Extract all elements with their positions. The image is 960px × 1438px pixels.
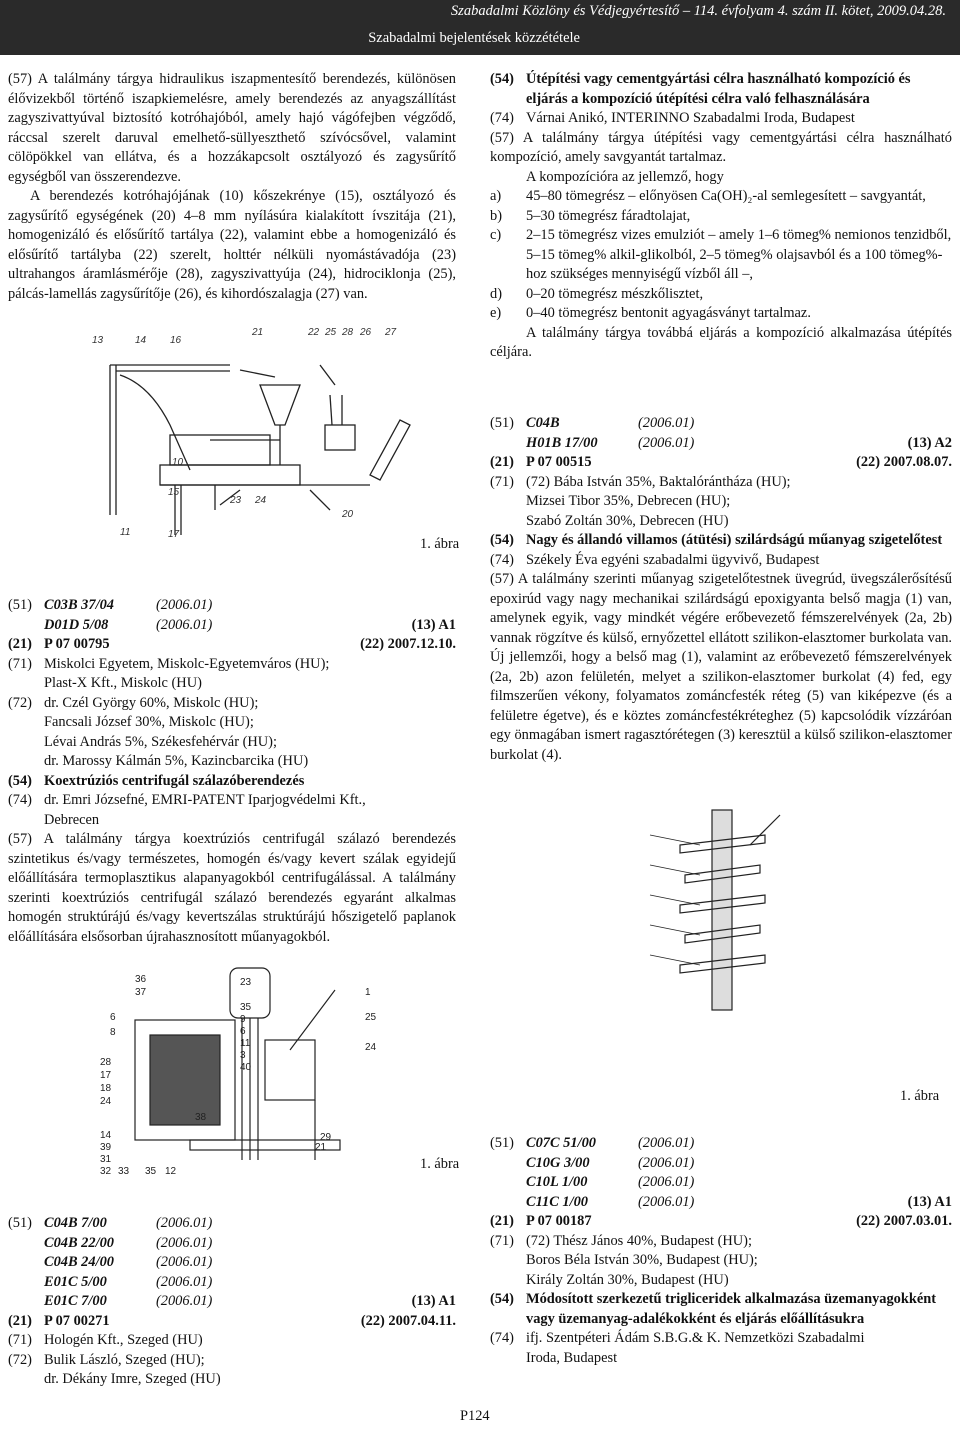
fig-label: 35: [145, 1166, 157, 1177]
filing-date: (22) 2007.08.07.: [856, 454, 952, 470]
kind-code: (13) A1: [411, 616, 456, 633]
ipc-code: C10L 1/00: [526, 1174, 588, 1190]
ipc-code: E01C 7/00: [44, 1293, 107, 1309]
fig-label: 8: [110, 1027, 116, 1038]
list-key: c): [490, 227, 502, 243]
fig-label: 21: [315, 1142, 327, 1153]
page-header: [0, 0, 960, 55]
fig-label: 1: [365, 987, 371, 998]
applicant: Miskolci Egyetem, Miskolc-Egyetemváros (HU);: [44, 655, 330, 672]
ipc-code: D01D 5/08: [44, 616, 109, 633]
ipc-code: C04B 22/00: [44, 1234, 114, 1251]
patent-title: Módosított szerkezetű trigliceridek alkalmazása üzemanyagokként vagy üzemanyag-adalékokként és eljárás előállításukra: [526, 1291, 937, 1327]
inventor: dr. Dékány Imre, Szeged (HU): [44, 1371, 221, 1387]
fig-label: 12: [165, 1166, 177, 1177]
fig-label: 24: [100, 1096, 112, 1107]
fig-label: 15: [168, 487, 180, 498]
attorney: Várnai Anikó, INTERINNO Szabadalmi Iroda, Budapest: [526, 110, 855, 126]
applicant: Plast-X Kft., Miskolc (HU): [44, 675, 202, 691]
fig-label: 25: [325, 327, 337, 338]
ipc-code: C11C 1/00: [526, 1193, 588, 1210]
application-number: P 07 00795: [44, 636, 110, 652]
fig-label: 18: [100, 1083, 112, 1094]
inventor: (72) Bába István 35%, Baktalórántháza (HU);: [526, 473, 791, 490]
centrifugal-figure: [90, 960, 420, 1180]
attorney: Debrecen: [44, 811, 100, 828]
abstract-paragraph: (57) A találmány szerinti műanyag szigetelőtestnek üvegrúd, üvegszálerősítésű epoxirúd vagy nagy mechanikai szilárdságú epoxigyanta belső magja (1) van, amelynek egyik, vagy mindkét végére erőbevezető fémszerelvények (2a, 2b) vannak rögzítve és külső, ernyőzettel ellátott szilikon-elasztomer burkolata van. Új jellemzői, hogy a belső mag (1), valamint az erőbevezető fémszerelvények (2a, 2b) azon felületén, melyet a szilikon-elasztomer burkolat (4) fed, egy filmszerűen vékony, folyamatos zománcfesték réteg (5) van kiképezve (és a felületre égetve), és e köztes zománcfestékréteghez (5) kapcsolódik vízzáróan egy önmagában ismert ragasztórétegen (3) keresztül a külső szilikon-elasztomer burkolat (4).: [490, 571, 952, 763]
fig-label: 28: [342, 327, 354, 338]
inventor: Szabó Zoltán 30%, Debrecen (HU): [526, 512, 729, 529]
fig-label: 39: [100, 1142, 112, 1153]
claim-intro: A kompozícióra az jellemző, hogy: [526, 168, 724, 185]
patent-entry-triglycerides: (51) C07C 51/00 (2006.01) C10G 3/00 (2006.01) C10L 1/00 (2006.01) C11C 1/00 (2006.01) (13) A1 (21) P 07 00187 (22) 2007.03.01. (71) (72) Thész János 40%, Budapest (HU); Boros Béla István 30%, Budapest (HU); Király Zoltán 30%, Budapest (HU) (54) Módosított szerkezetű trigliceridek alkalmazása üzemanyagokként vagy üzemanyag-adalékokként és eljárás előállításukra (74) ifj. Szentpéteri Ádám S.B.G.& K. Nemzetközi Szabadalmi Iroda, Budapest: [490, 1134, 952, 1368]
fig-label: 24: [365, 1042, 377, 1053]
ipc-date: (2006.01): [156, 616, 213, 633]
list-item: 0–20 tömegrész mészkőlisztet,: [526, 285, 704, 302]
application-number: P 07 00187: [526, 1213, 592, 1229]
fig-label: 6: [110, 1012, 116, 1023]
ipc-date: (2006.01): [638, 1193, 695, 1210]
attorney: dr. Emri Józsefné, EMRI-PATENT Iparjogvédelmi Kft.,: [44, 792, 366, 808]
insulator-figure: [640, 805, 800, 1025]
ipc-date: (2006.01): [156, 1293, 213, 1309]
fig-label: 11: [240, 1038, 251, 1049]
ipc-code: C04B 7/00: [44, 1215, 107, 1231]
fig-label: 35: [240, 1002, 252, 1013]
figure-caption: 1. ábra: [420, 536, 460, 552]
list-key: d): [490, 285, 502, 302]
inventor: dr. Czél György 60%, Miskolc (HU);: [44, 694, 259, 711]
filing-date: (22) 2007.03.01.: [856, 1213, 952, 1229]
fig-label: 16: [170, 335, 182, 346]
list-item: 45–80 tömegrész – előnyösen Ca(OH)₂-al semlegesített – savgyantát,: [526, 188, 926, 204]
section-title: Szabadalmi bejelentések közzététele: [368, 30, 580, 46]
list-item: 5–30 tömegrész fáradtolajat,: [526, 207, 691, 224]
fig-label: 32: [100, 1166, 112, 1177]
fig-label: 26: [360, 327, 372, 338]
filing-date: (22) 2007.12.10.: [360, 636, 456, 652]
attorney: Székely Éva egyéni szabadalmi ügyvivő, Budapest: [526, 551, 820, 568]
fig-label: 29: [320, 1132, 332, 1143]
ipc-date: (2006.01): [156, 597, 213, 613]
fig-label: 23: [240, 977, 252, 988]
ipc-date: (2006.01): [638, 1154, 695, 1171]
patent-title: Koextrúziós centrifugál szálazóberendezés: [44, 772, 305, 789]
inventor: (72) Thész János 40%, Budapest (HU);: [526, 1232, 752, 1249]
fig-label: 24: [255, 495, 267, 506]
left-top-block: [8, 70, 456, 304]
fig-label: 14: [100, 1130, 112, 1141]
ipc-date: (2006.01): [638, 434, 695, 451]
fig-label: 3: [240, 1050, 246, 1061]
ipc-date: (2006.01): [156, 1215, 213, 1231]
figure-caption: 1. ábra: [900, 1088, 940, 1104]
patent-title: Útépítési vagy cementgyártási célra használható kompozíció és eljárás a kompozíció útépítési célra való felhasználására: [526, 71, 911, 107]
ipc-code: C03B 37/04: [44, 597, 114, 613]
inventor: Lévai András 5%, Székesfehérvár (HU);: [44, 733, 277, 750]
fig-label: 27: [385, 327, 397, 338]
fig-label: 9: [240, 1014, 246, 1025]
ipc-code: H01B 17/00: [526, 434, 598, 451]
attorney: ifj. Szentpéteri Ádám S.B.G.& K. Nemzetközi Szabadalmi: [526, 1330, 865, 1346]
kind-code: (13) A1: [907, 1193, 952, 1210]
abstract-paragraph: (57) A találmány tárgya koextrúziós centrifugál szálazó berendezés szintetikus és/vagy természetes, homogén és/vagy kevert szálak egyidejű előállítására termoplasztikus alapanyagokból centrifugálással. A találmány szerinti koextrúziós centrifugál szálazó berendezés egyaránt alkalmas homogén struktúrájú és/vagy kevertszálas struktúrájú hőszigetelő paplanok előállítására elsősorban újrahasznosított műanyagokból.: [8, 831, 456, 945]
list-item: 2–15 tömegrész vizes emulziót – amely 1–6 tömeg% nemionos tenzidből, 5–15 tömeg% alkil-glikolból, 2–5 tömeg% olajsavból és a 100 tömeg%-hoz szükséges mennyiségű vízből áll –,: [526, 227, 952, 282]
fig-label: 20: [342, 509, 354, 520]
figure-caption: 1. ábra: [420, 1156, 460, 1172]
inventor: Király Zoltán 30%, Budapest (HU): [526, 1271, 729, 1288]
list-key: a): [490, 188, 502, 204]
fig-label: 11: [120, 527, 131, 538]
patent-title: Nagy és állandó villamos (átütési) szilárdságú műanyag szigetelőtest: [526, 532, 943, 548]
ipc-date: (2006.01): [638, 1174, 695, 1190]
fig-label: 37: [135, 987, 147, 998]
ipc-code: C04B 24/00: [44, 1254, 114, 1270]
fig-label: 14: [135, 335, 147, 346]
application-number: P 07 00271: [44, 1312, 110, 1329]
fig-label: 36: [135, 974, 147, 985]
patent-entry-koextrusion: (51) C03B 37/04 (2006.01) D01D 5/08 (2006.01) (13) A1 (21) P 07 00795 (22) 2007.12.10. (71) Miskolci Egyetem, Miskolc-Egyetemváros (HU); Plast-X Kft., Miskolc (HU) (72) dr. Czél György 60%, Miskolc (HU); Fancsali József 30%, Miskolc (HU); Lévai András 5%, Székesfehérvár (HU); dr. Marossy Kálmán 5%, Kazincbarcika (HU) (54) Koextrúziós centrifugál szálazóberendezés (74) dr. Emri Józsefné, EMRI-PATENT Iparjogvédelmi Kft., Debrecen (57) A találmány tárgya koextrúziós centrifugál szálazó berendezés szintetikus és/vagy természetes, homogén és/vagy kevert szálak egyidejű előállítására termoplasztikus alapanyagokból centrifugálással. A találmány szerinti koextrúziós centrifugál szálazó berendezés egyaránt alkalmas homogén struktúrájú és/vagy kevertszálas struktúrájú hőszigetelő paplanok előállítására elsősorban újrahasznosított műanyagokból.: [8, 596, 456, 947]
ipc-code: C04B: [526, 415, 560, 431]
list-item: 0–40 tömegrész bentonit agyagásványt tartalmaz.: [526, 305, 811, 321]
fig-label: 38: [195, 1112, 207, 1123]
inventor: Boros Béla István 30%, Budapest (HU);: [526, 1252, 758, 1268]
fig-label: 10: [172, 457, 184, 468]
inventor: Bulik László, Szeged (HU);: [44, 1351, 205, 1368]
fig-label: 28: [100, 1057, 112, 1068]
applicant: Hologén Kft., Szeged (HU): [44, 1332, 203, 1348]
patent-entry-insulator: (51) C04B (2006.01) H01B 17/00 (2006.01) (13) A2 (21) P 07 00515 (22) 2007.08.07. (71) (72) Bába István 35%, Baktalórántháza (HU); Mizsei Tibor 35%, Debrecen (HU); Szabó Zoltán 30%, Debrecen (HU) (54) Nagy és állandó villamos (átütési) szilárdságú műanyag szigetelőtest (74) Székely Éva egyéni szabadalmi ügyvivő, Budapest (57) A találmány szerinti műanyag szigetelőtestnek üvegrúd, üvegszálerősítésű epoxirúd vagy nagy mechanikai szilárdságú epoxigyanta belső magja (1) van, amelynek egyik, vagy mindkét végére erőbevezető fémszerelvények (2a, 2b) vannak rögzítve és külső, ernyőzettel ellátott szilikon-elasztomer burkolata van. Új jellemzői, hogy a belső mag (1), valamint az erőbevezető fémszerelvények (2a, 2b) azon felületén, melyet a szilikon-elasztomer burkolat (4) fed, egy filmszerűen vékony, folyamatos zománcfesték réteg (5) van kiképezve (és a felületre égetve), és e köztes zománcfestékréteghez (5) kapcsolódik vízzáróan egy önmagában ismert ragasztórétegen (3) keresztül a külső szilikon-elasztomer burkolat (4).: [490, 414, 952, 765]
fig-label: 22: [308, 327, 320, 338]
abstract-paragraph: (57) A találmány tárgya útépítési vagy cementgyártási célra használható kompozíció, amely savgyantát tartalmaz.: [490, 129, 952, 165]
fig-label: 25: [365, 1012, 377, 1023]
fig-label: 21: [252, 327, 264, 338]
attorney: Iroda, Budapest: [526, 1349, 618, 1366]
fig-label: 6: [240, 1026, 246, 1037]
journal-title: Szabadalmi Közlöny és Védjegyértesítő – 114. évfolyam 4. szám II. kötet, 2009.04.28.: [450, 3, 946, 19]
list-key: b): [490, 207, 502, 224]
page-number: P124: [460, 1408, 490, 1424]
right-top-block: (54) Útépítési vagy cementgyártási célra használható kompozíció és eljárás a kompozíció útépítési célra való felhasználására (74) Várnai Anikó, INTERINNO Szabadalmi Iroda, Budapest (57) A találmány tárgya útépítési vagy cementgyártási célra használható kompozíció, amely savgyantát tartalmaz. A kompozícióra az jellemző, hogy a) 45–80 tömegrész – előnyösen Ca(OH)₂-al semlegesített – savgyantát, b) 5–30 tömegrész fáradtolajat, c) 2–15 tömegrész vizes emulziót – amely 1–6 tömeg% nemionos tenzidből, 5–15 tömeg% alkil-glikolból, 2–5 tömeg% olajsavból és a 100 tömeg%-hoz szükséges mennyiségű vízből áll –, d) 0–20 tömegrész mészkőlisztet, e) 0–40 tömegrész bentonit agyagásványt tartalmaz. A találmány tárgya továbbá eljárás a kompozíció alkalmazása útépítés céljára.: [490, 70, 952, 363]
fig-label: 33: [118, 1166, 130, 1177]
list-key: e): [490, 305, 502, 321]
inventor: Fancsali József 30%, Miskolc (HU);: [44, 714, 254, 730]
ipc-code: C10G 3/00: [526, 1154, 590, 1171]
fig-label: 23: [230, 495, 242, 506]
ipc-date: (2006.01): [638, 1135, 695, 1151]
ipc-code: C07C 51/00: [526, 1135, 596, 1151]
inventor: dr. Marossy Kálmán 5%, Kazincbarcika (HU): [44, 753, 309, 769]
fig-label: 17: [100, 1070, 112, 1081]
inventor: Mizsei Tibor 35%, Debrecen (HU);: [526, 493, 731, 509]
ipc-date: (2006.01): [156, 1234, 213, 1251]
ipc-date: (2006.01): [156, 1254, 213, 1270]
fig-label: 40: [240, 1062, 252, 1073]
dredger-figure: [80, 325, 420, 545]
filing-date: (22) 2007.04.11.: [360, 1312, 456, 1329]
application-number: P 07 00515: [526, 454, 592, 470]
kind-code: (13) A2: [907, 434, 952, 451]
kind-code: (13) A1: [411, 1293, 456, 1309]
description-paragraph: A berendezés kotróhajójának (10) kőszekrénye (15), osztályozó és zagysűrítő egységének (20) 4–8 mm nyílásúra kialakított ívszitája (21), homogenizáló és elősűrítő tartálya (22), valamint ebbe a homogenizáló és elősűrítő tartályba (22) szerelt, holttér nélküli nyomástávadója (23) ultrahangos áramlásmérője (28), zagyszivattyúja (24), hidrociklonja (25), pálcás-lamellás zagysűrítője (26), és kihordószalagja (27) van.: [8, 188, 456, 302]
fig-label: 17: [168, 529, 180, 540]
patent-entry-roadbuilding-composition: (51) C04B 7/00 (2006.01) C04B 22/00 (2006.01) C04B 24/00 (2006.01) E01C 5/00 (2006.01) E01C 7/00 (2006.01) (13) A1 (21) P 07 00271 (22) 2007.04.11. (71) Hologén Kft., Szeged (HU) (72) Bulik László, Szeged (HU); dr. Dékány Imre, Szeged (HU): [8, 1214, 456, 1390]
fig-label: 13: [92, 335, 104, 346]
fig-label: 31: [100, 1154, 112, 1165]
ipc-date: (2006.01): [156, 1273, 213, 1290]
description-paragraph: A találmány tárgya továbbá eljárás a kompozíció alkalmazása útépítés céljára.: [490, 324, 952, 360]
ipc-code: E01C 5/00: [44, 1273, 107, 1290]
ipc-date: (2006.01): [638, 415, 695, 431]
abstract-paragraph: (57) A találmány tárgya hidraulikus iszapmentesítő berendezés, különösen élővizekből történő iszapkiemelésre, amely berendezés az anyagszállítást zagyszivattyúval biztosító kotróhajóból, amely hajó vágófejben végződő, ráccsal szerelt daruval emelhető-süllyeszthető szívócsővel, valamint cölöpökkel van ellátva, és a hozzákapcsolt osztályozó és zagysűrítő egységből van összerendezve.: [8, 71, 456, 185]
